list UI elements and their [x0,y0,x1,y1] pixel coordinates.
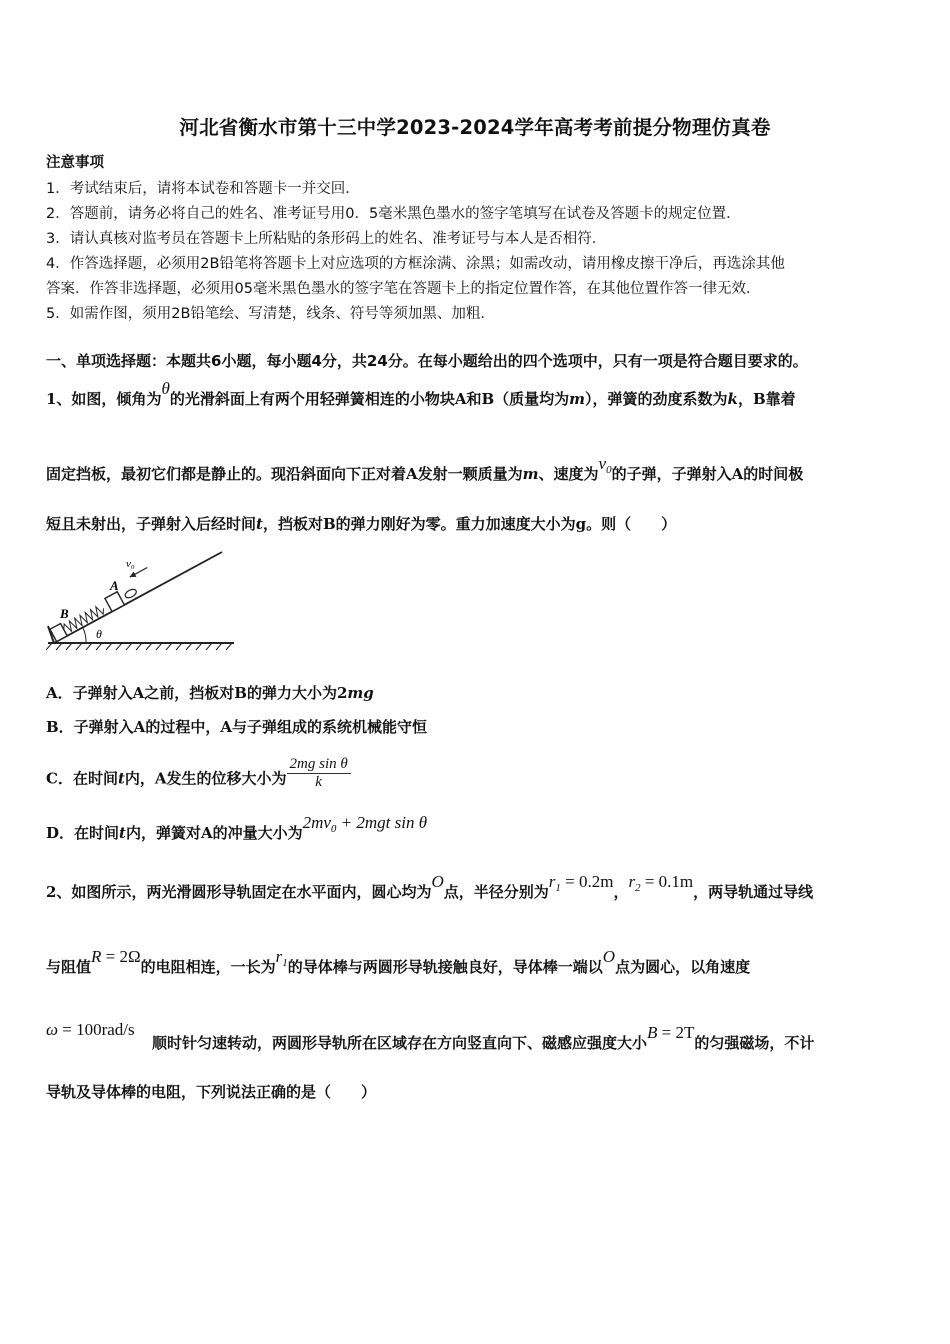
q2-line-1 [46,872,814,902]
b-symbol: B [647,1023,658,1042]
q1-t-symbol: t [117,769,125,788]
q2-text: 2、如图所示，两光滑圆形导轨固定在水平面内，圆心均为 [46,883,432,901]
ground-hatching [46,643,232,650]
q1-text: 的子弹，子弹射入A的时间极 [611,465,804,483]
q2-text: ， [613,883,629,901]
q1-line-2 [46,454,804,484]
omega-value: = 100rad/s [58,1020,135,1039]
q1-line-1 [46,379,796,409]
q2-omega-line [46,1020,135,1040]
q2-field [647,1023,694,1042]
r-value: = 0.2m [560,872,614,891]
q1-mass-symbol: m [522,465,539,483]
notice-item-5: 5．如需作图，须用2B铅笔绘、写清楚，线条、符号等须加黑、加粗． [46,306,495,322]
q1-v-symbol: v [598,454,607,473]
option-text: 内，A发生的位移大小为 [124,769,287,788]
r-subscript: 2 [635,882,641,894]
block-a [105,592,124,612]
q2-text: 的电阻相连，一长为 [140,958,276,976]
angle-arc [83,628,86,643]
q2-omega [46,1020,135,1039]
section-heading: 一、单项选择题：本题共6小题，每小题4分，共24分。在每小题给出的四个选项中，只有一项是符合题目要求的。 [46,352,808,370]
q2-text: 与阻值 [46,958,92,976]
option-text: D．在时间 [46,824,120,842]
q1-text: ，B靠着 [737,390,796,408]
option-expr: mg [347,684,374,702]
label-b: B [60,606,69,621]
label-a: A [110,578,119,593]
q2-r1 [548,872,614,894]
q2-resistance [91,947,141,966]
q2-o-symbol: O [431,872,444,891]
q1-v-subscript: 0 [606,464,612,476]
r-symbol: R [91,947,102,966]
notice-heading: 注意事项 [46,155,104,171]
q2-line-4: 导轨及导体棒的电阻，下列说法正确的是（ ） [46,1083,377,1101]
label-theta: θ [96,627,102,641]
q2-o-symbol: O [602,947,616,966]
r-subscript: 1 [555,882,561,894]
r-symbol: r [275,947,283,966]
q1-velocity [598,454,612,476]
r-value: = 0.1m [640,872,694,891]
q1-text: 固定挡板，最初它们都是静止的。现沿斜面向下正对着A发射一颗质量为 [46,465,523,483]
q1-text: 、速度为 [538,465,599,483]
option-text: A．子弹射入A之前，挡板对B的弹力大小为2 [46,684,348,702]
q2-text: 点为圆心，以角速度 [615,958,751,976]
expr-part: 2mv [302,813,331,832]
q2-text: 点，半径分别为 [443,883,549,901]
q1-text: ，挡板对B的弹力刚好为零。重力加速度大小为g。则（ ） [262,515,677,533]
fraction-denominator: k [315,774,322,790]
bullet [124,588,138,600]
q2-rod-length [275,947,288,969]
q2-text: 的匀强磁场，不计 [694,1034,815,1052]
option-text: C．在时间 [46,769,118,788]
q1-text: 短且未射出，子弹射入后经时间 [46,515,257,533]
notice-item-3: 3．请认真核对监考员在答题卡上所粘贴的条形码上的姓名、准考证号与本人是否相符． [46,231,607,247]
q1-option-d [46,813,428,843]
q2-r2 [628,872,694,894]
notice-item-4: 4．作答选择题，必须用2B铅笔将答题卡上对应选项的方框涂满、涂黑；如需改动，请用橡皮擦干净后，再选涂其他 [46,256,785,272]
q2-line-3 [152,1023,815,1053]
incline-surface [54,552,222,643]
q2-text: ，两导轨通过导线 [693,883,814,901]
q1-t-symbol: t [256,515,263,533]
notice-item-4-cont: 答案．作答非选择题，必须用05毫米黑色墨水的签字笔在答题卡上的指定位置作答，在其他位置作答一律无效． [46,281,761,297]
arrow-head-icon [128,572,136,580]
r-subscript: 1 [282,957,288,969]
q1-text: 1、如图，倾角为 [46,390,162,408]
expr-subscript: 0 [330,823,337,835]
q1-k-symbol: k [727,390,738,408]
q1-option-c [46,756,351,797]
r-symbol: r [628,872,636,891]
q1-theta: θ [161,379,170,398]
q1-mass-symbol: m [569,390,586,408]
q1-line-3 [46,513,676,534]
r-value: = 2Ω [101,947,141,966]
incline-diagram [46,548,246,652]
impulse-expression [302,813,428,835]
displacement-fraction [287,756,351,791]
q1-text: ），弹簧的劲度系数为 [585,390,728,408]
q2-text: 的导体棒与两圆形导轨接触良好，导体棒一端以 [287,958,603,976]
q1-t-symbol: t [119,824,126,842]
q1-text: 的光滑斜面上有两个用轻弹簧相连的小物块A和B（质量均为 [169,390,570,408]
option-text: 内，弹簧对A的冲量大小为 [125,824,303,842]
omega-symbol: ω [46,1020,59,1039]
q1-option-b: B．子弹射入A的过程中，A与子弹组成的系统机械能守恒 [46,718,427,736]
page-title: 河北省衡水市第十三中学2023-2024学年高考考前提分物理仿真卷 [179,116,771,139]
expr-part: + 2mgt sin θ [336,813,428,832]
notice-item-2: 2．答题前，请务必将自己的姓名、准考证号用0．5毫米黑色墨水的签字笔填写在试卷及答题卡的规定位置． [46,206,741,222]
notice-item-1: 1．考试结束后，请将本试卷和答题卡一并交回． [46,181,360,197]
b-value: = 2T [657,1023,695,1042]
r-symbol: r [548,872,556,891]
q2-line-2 [46,947,751,977]
q2-text: 顺时针匀速转动，两圆形导轨所在区域存在方向竖直向下、磁感应强度大小 [152,1034,648,1052]
fraction-numerator: 2mg sin θ [287,756,351,774]
q1-option-a [46,682,374,703]
label-v0: v₀ [126,558,135,570]
